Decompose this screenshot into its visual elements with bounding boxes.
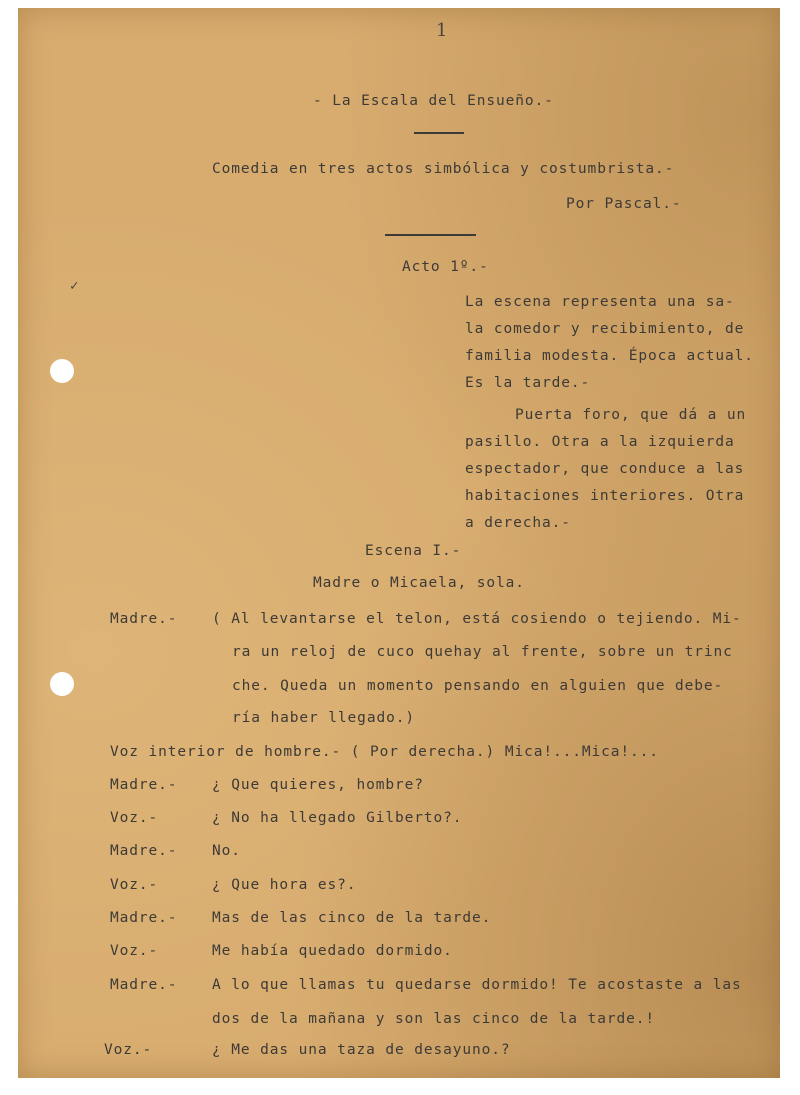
voz-interior-line: Voz interior de hombre.- ( Por derecha.) Mica!...Mica!... [110, 744, 659, 760]
speaker-label: Madre.- [110, 843, 178, 859]
dialogue-text: ¿ No ha llegado Gilberto?. [212, 810, 463, 826]
speaker-label: Voz.- [110, 810, 159, 826]
punch-hole [50, 359, 74, 383]
dialogue-text: ¿ Que hora es?. [212, 877, 357, 893]
dialogue-text: No. [212, 843, 241, 859]
play-title: - La Escala del Ensueño.- [313, 93, 554, 109]
speaker-label: Madre.- [110, 977, 178, 993]
speaker-label: Madre.- [110, 910, 178, 926]
speaker-label: Madre.- [110, 611, 178, 627]
dialogue-text: Mas de las cinco de la tarde. [212, 910, 492, 926]
speaker-label: Voz.- [110, 943, 159, 959]
author-line: Por Pascal.- [566, 196, 682, 212]
punch-hole [50, 672, 74, 696]
divider [385, 234, 476, 236]
speaker-label: Voz.- [110, 877, 159, 893]
page-number: 1 [436, 20, 448, 41]
scene-heading: Escena I.- [365, 543, 462, 559]
margin-mark: ✓ [70, 278, 79, 294]
act-heading: Acto 1º.- [402, 259, 489, 275]
dialogue-text: ¿ Me das una taza de desayuno.? [212, 1042, 511, 1058]
play-subtitle: Comedia en tres actos simbólica y costumbrista.- [212, 161, 675, 177]
dialogue-text: ¿ Que quieres, hombre? [212, 777, 424, 793]
speaker-label: Madre.- [110, 777, 178, 793]
scene-cast: Madre o Micaela, sola. [313, 575, 525, 591]
dialogue-text: Me había quedado dormido. [212, 943, 453, 959]
speaker-label: Voz.- [104, 1042, 153, 1058]
divider [414, 132, 464, 134]
